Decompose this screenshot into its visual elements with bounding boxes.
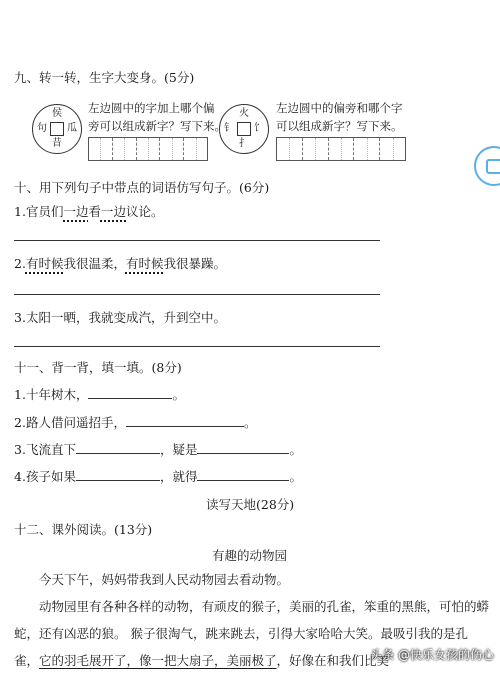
- answer-line-1[interactable]: [14, 240, 380, 241]
- wheel1-top-char: 侯: [52, 108, 62, 119]
- char-wheel-2: [219, 104, 269, 154]
- instruction2-line1: 左边圆中的偏旁和哪个字: [276, 101, 403, 115]
- dotted-word: 一边: [100, 204, 126, 219]
- underlined-sentence: 它的羽毛展开了，像一把大扇子，美丽极了: [39, 653, 277, 668]
- instruction1-line2: 旁可以组成新字？写下来。: [88, 119, 226, 133]
- reading-section-header: 读写天地(28分): [206, 497, 295, 512]
- section12-title: 十二、课外阅读。(13分): [14, 522, 153, 537]
- answer-line-3[interactable]: [14, 346, 380, 347]
- wheel2-right-char: 饣: [254, 123, 264, 134]
- dotted-word: 一边: [63, 204, 89, 219]
- instruction1-line1: 左边圆中的字加上哪个偏: [88, 101, 215, 115]
- article-paragraph-1: 今天下午，妈妈带我到人民动物园去看动物。: [39, 572, 290, 587]
- wheel1-bottom-char: 昔: [52, 138, 62, 149]
- watermark: 头条 @快乐女孩的伤心: [370, 648, 494, 662]
- fill-blank[interactable]: [197, 442, 289, 454]
- instruction2-line2: 可以组成新字？写下来。: [276, 119, 403, 133]
- fill-blank[interactable]: [126, 415, 244, 427]
- wheel1-left-char: 句: [37, 123, 47, 134]
- dotted-word: 有时候: [25, 256, 64, 271]
- article-paragraph-2: 动物园里有各种各样的动物，有顽皮的猴子，美丽的孔雀，笨重的黑熊，可怕的蟒蛇，还有凶恶的狼。 猴子很淘气，跳来跳去，引得大家哈哈大笑。最吸引我的是孔雀，它的羽毛展开了，像一把大扇子，美丽极了，好像在和我们比美: [14, 599, 490, 668]
- wheel2-left-char: 钅: [224, 123, 234, 134]
- fill-item-3: 3.飞流直下 ，疑是 。: [14, 442, 302, 457]
- article-title: 有趣的动物园: [212, 548, 288, 563]
- answer-line-2[interactable]: [14, 294, 380, 295]
- sentence-2: 2.有时候我很温柔，有时候我很暴躁。: [14, 256, 226, 271]
- section11-title: 十一、背一背，填一填。(8分): [14, 360, 182, 375]
- sentence-3: 3.太阳一晒，我就变成汽，升到空中。: [14, 310, 226, 325]
- fill-blank[interactable]: [76, 469, 160, 481]
- chat-bubble-icon[interactable]: [474, 146, 500, 186]
- fill-blank[interactable]: [76, 442, 160, 454]
- dotted-word: 有时候: [125, 256, 164, 271]
- fill-item-1: 1.十年树木， 。: [14, 387, 185, 402]
- wheel2-bottom-char: 扌: [239, 138, 249, 149]
- wheel2-top-char: 火: [239, 108, 249, 119]
- wheel1-right-char: 瓜: [67, 123, 77, 134]
- fill-item-4: 4.孩子如果 ，就得 。: [14, 469, 302, 484]
- fill-blank[interactable]: [88, 387, 172, 399]
- section10-title: 十、用下列句子中带点的词语仿写句子。(6分): [14, 180, 270, 195]
- wheel1-center-box[interactable]: [50, 122, 64, 136]
- section9-title: 九、转一转，生字大变身。(5分): [14, 70, 195, 85]
- sentence-1: 1.官员们一边看一边议论。: [14, 204, 164, 219]
- answer-grid-1[interactable]: [88, 137, 208, 161]
- char-wheel-1: [32, 104, 82, 154]
- answer-grid-2[interactable]: [276, 137, 406, 161]
- fill-item-2: 2.路人借问遥招手， 。: [14, 415, 257, 430]
- wheel2-center-box[interactable]: [237, 122, 251, 136]
- fill-blank[interactable]: [197, 469, 289, 481]
